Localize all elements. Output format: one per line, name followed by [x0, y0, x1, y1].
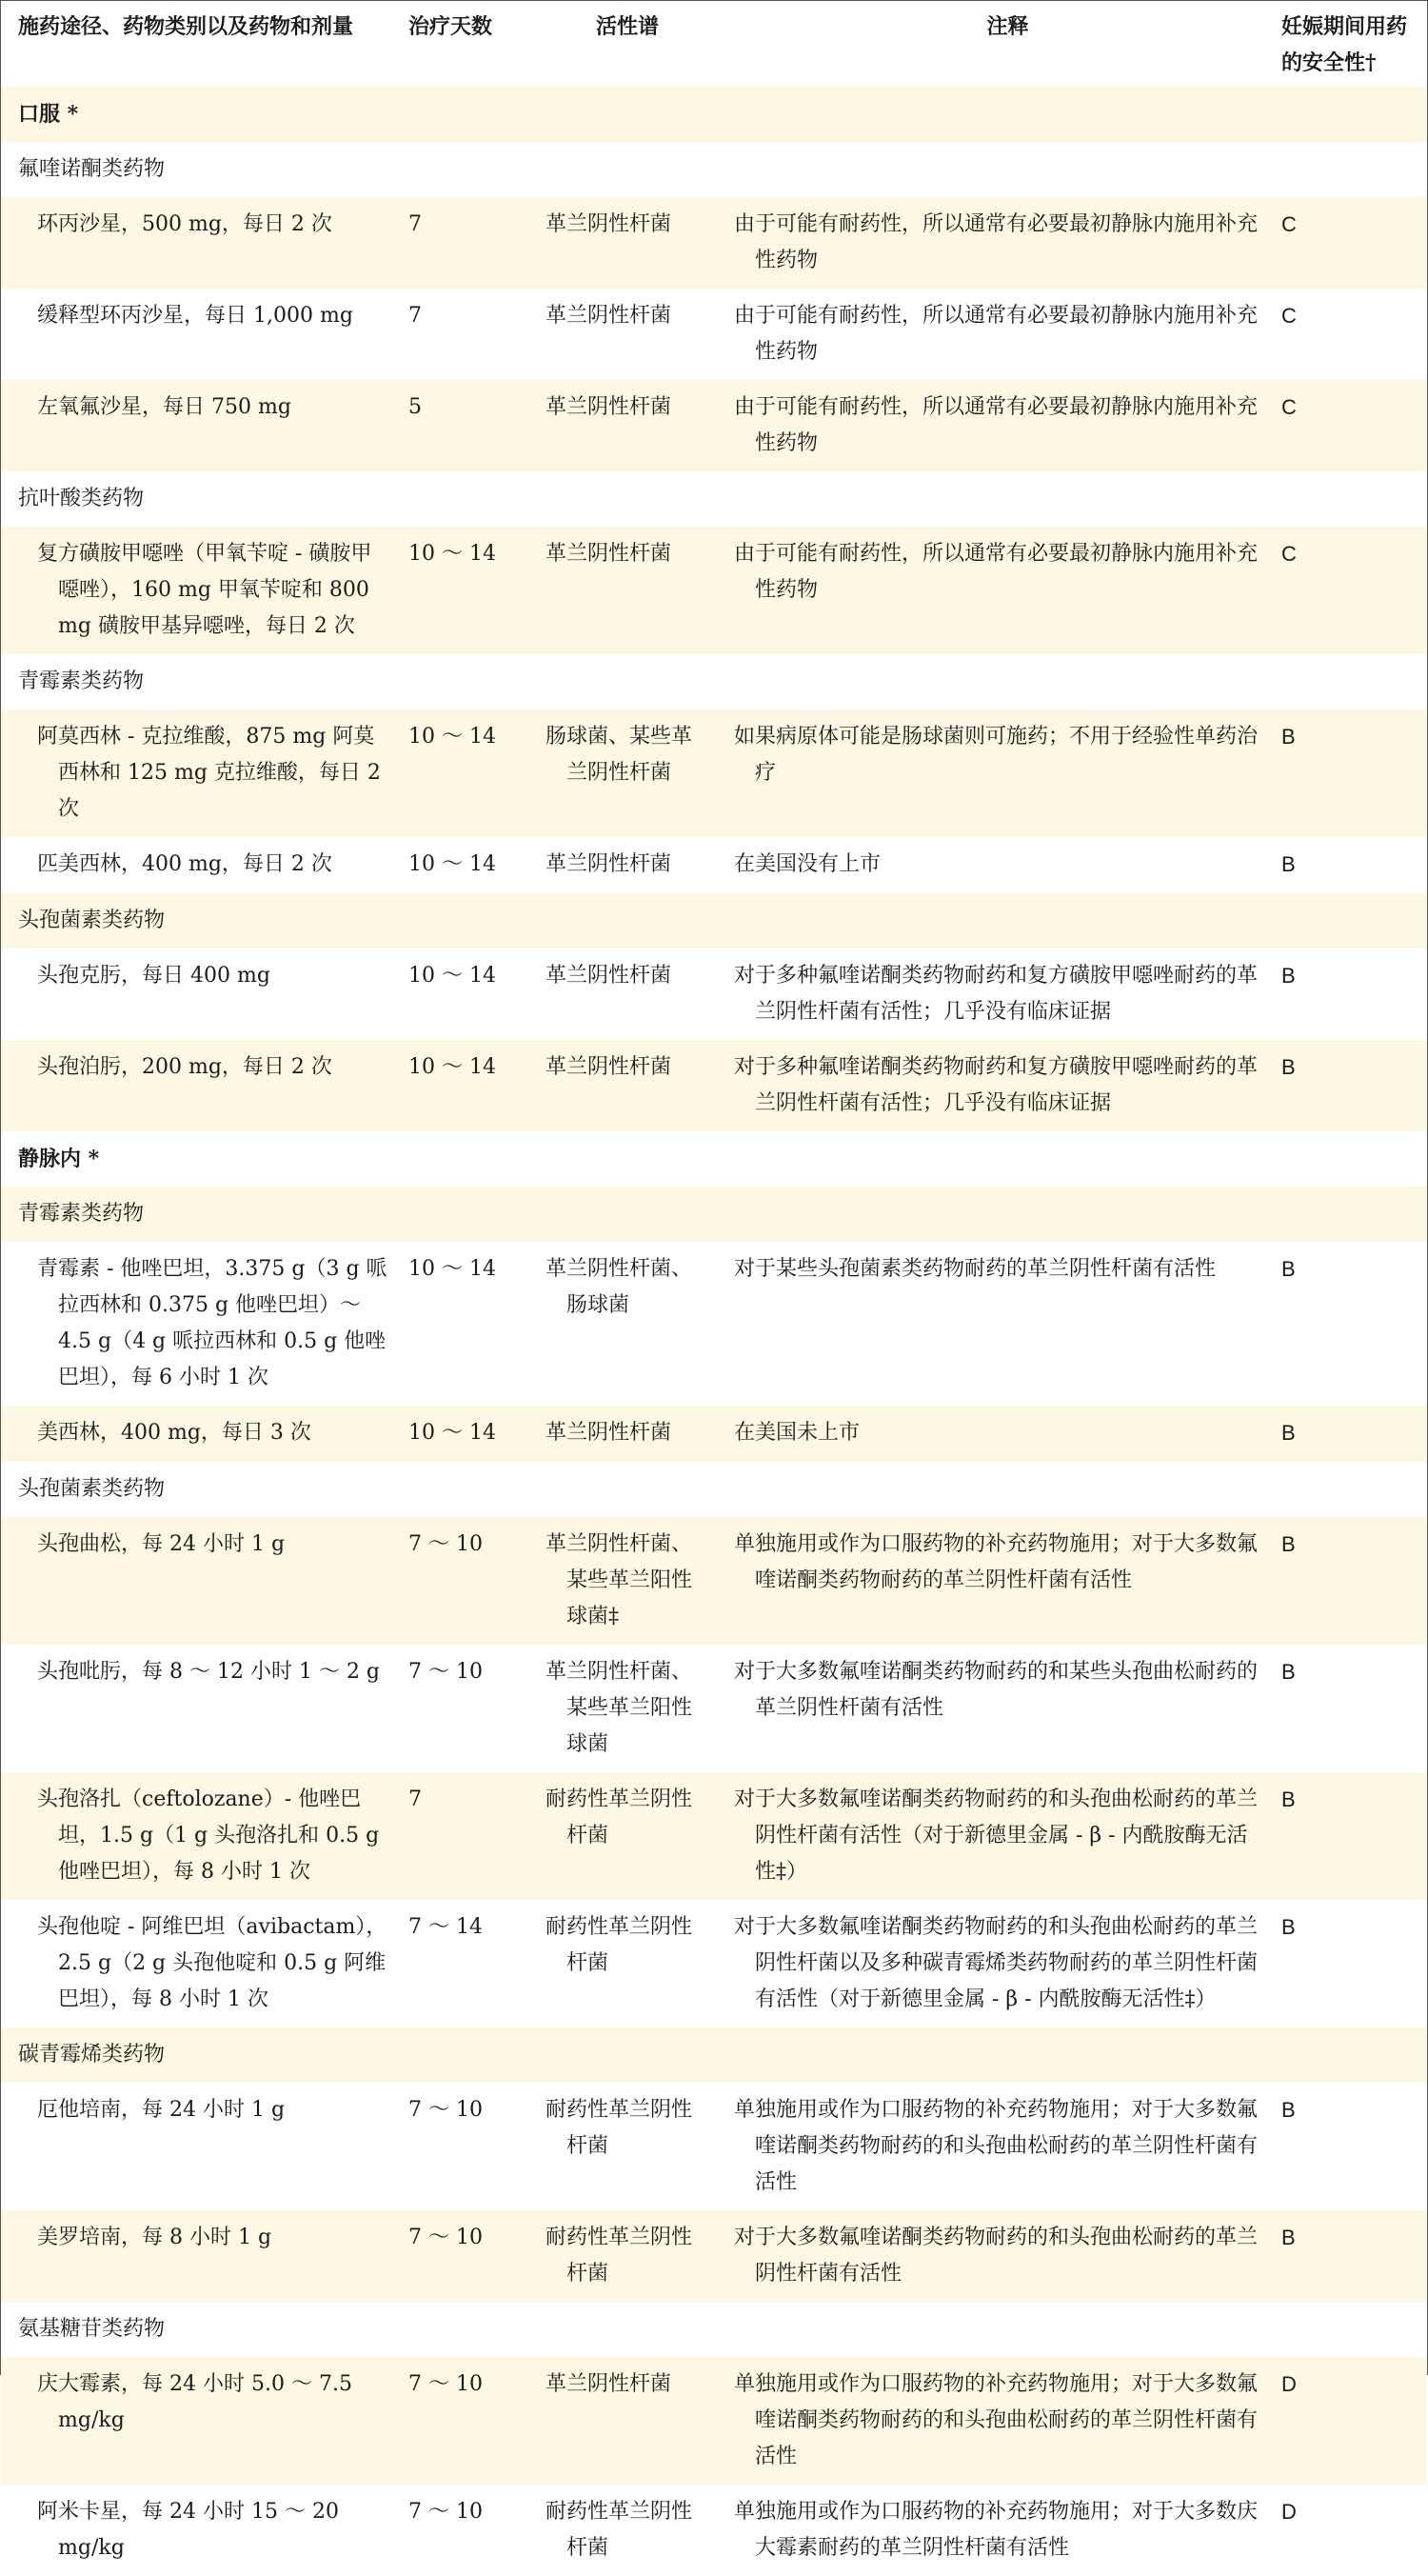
drug-days-text: 7 ～ 10 — [408, 2226, 483, 2249]
drug-days — [401, 380, 521, 471]
drug-days — [401, 289, 521, 380]
drug-notes-text: 由于可能有耐药性，所以通常有必要最初静脉内施用补充性药物 — [734, 542, 1259, 602]
header-days: 治疗天数 — [408, 14, 493, 39]
drug-days — [401, 1406, 521, 1462]
drug-safety — [1281, 1772, 1427, 1900]
drug-spectrum-text: 革兰阴性杆菌、肠球菌 — [545, 1257, 693, 1317]
drug-dose — [1, 709, 401, 837]
drug-safety-text: D — [1281, 2372, 1297, 2396]
drug-notes-text: 由于可能有耐药性，所以通常有必要最初静脉内施用补充性药物 — [734, 304, 1259, 364]
drug-dose-text: 厄他培南，每 24 小时 1 g — [37, 2098, 286, 2122]
drug-days — [401, 2083, 521, 2210]
category-row — [1, 471, 1427, 527]
drug-notes — [734, 949, 1281, 1040]
drug-dose — [1, 527, 401, 654]
drug-safety-text: B — [1281, 2226, 1296, 2249]
drug-spectrum-text: 革兰阴性杆菌、某些革兰阳性球菌 — [545, 1660, 693, 1756]
drug-dose — [1, 197, 401, 289]
drug-days-text: 10 ～ 14 — [408, 1421, 496, 1445]
drug-days — [401, 1645, 521, 1772]
drug-safety-text: B — [1281, 964, 1296, 988]
drug-notes-text: 对于多种氟喹诺酮类药物耐药和复方磺胺甲噁唑耐药的革兰阴性杆菌有活性；几乎没有临床证据 — [734, 964, 1259, 1024]
drug-dose-text: 匹美西林，400 mg，每日 2 次 — [37, 852, 332, 876]
drug-notes-text: 单独施用或作为口服药物的补充药物施用；对于大多数庆大霉素耐药的革兰阴性杆菌有活性 — [734, 2500, 1259, 2560]
section-title-text: 口服 * — [18, 102, 79, 127]
drug-safety-text: B — [1281, 852, 1296, 876]
drug-dose-text: 头孢泊肟，200 mg，每日 2 次 — [37, 1055, 332, 1079]
drug-notes — [734, 380, 1281, 471]
category-name-text: 头孢菌素类药物 — [18, 1477, 166, 1501]
drug-safety — [1281, 1406, 1427, 1462]
drug-spectrum — [521, 2210, 734, 2302]
drug-dose — [1, 1517, 401, 1645]
drug-notes-text: 如果病原体可能是肠球菌则可施药；不用于经验性单药治疗 — [734, 725, 1259, 785]
drug-safety-text: B — [1281, 1787, 1296, 1811]
drug-spectrum — [521, 949, 734, 1040]
drug-notes-text: 单独施用或作为口服药物的补充药物施用；对于大多数氟喹诺酮类药物耐药的和头孢曲松耐药的革兰阴性杆菌有活性 — [734, 2098, 1259, 2194]
drug-spectrum-text: 肠球菌、某些革兰阴性杆菌 — [545, 725, 693, 785]
drug-notes-text: 对于大多数氟喹诺酮类药物耐药的和头孢曲松耐药的革兰阴性杆菌以及多种碳青霉烯类药物耐药的革兰阴性杆菌有活性（对于新德里金属 - β - 内酰胺酶无活性‡） — [734, 1915, 1259, 2011]
drug-dose-text: 美罗培南，每 8 小时 1 g — [37, 2226, 272, 2249]
drug-days-text: 5 — [408, 395, 422, 419]
header-row — [1, 1, 1427, 87]
drug-safety — [1281, 2083, 1427, 2210]
drug-safety-text: B — [1281, 1055, 1296, 1079]
drug-days — [401, 2485, 521, 2576]
category-name — [1, 893, 1427, 949]
drug-safety-text: C — [1281, 212, 1297, 236]
drug-notes — [734, 289, 1281, 380]
drug-safety-text: C — [1281, 542, 1297, 566]
drug-safety — [1281, 2357, 1427, 2485]
drug-notes-text: 单独施用或作为口服药物的补充药物施用；对于大多数氟喹诺酮类药物耐药的革兰阴性杆菌有活性 — [734, 1532, 1259, 1592]
drug-spectrum-text: 革兰阴性杆菌 — [545, 542, 672, 566]
drug-safety — [1281, 1040, 1427, 1131]
category-name — [1, 2027, 1427, 2083]
drug-row — [1, 949, 1427, 1040]
header-notes: 注释 — [986, 14, 1029, 39]
section-row — [1, 87, 1427, 142]
drug-days-text: 7 — [408, 1787, 422, 1811]
drug-row — [1, 289, 1427, 380]
drug-spectrum-text: 革兰阴性杆菌、某些革兰阳性球菌‡ — [545, 1532, 693, 1628]
drug-notes — [734, 709, 1281, 837]
drug-safety — [1281, 380, 1427, 471]
drug-dose-text: 缓释型环丙沙星，每日 1,000 mg — [37, 304, 353, 328]
drug-spectrum — [521, 380, 734, 471]
drug-safety-text: B — [1281, 725, 1296, 749]
drug-row — [1, 1242, 1427, 1406]
drug-row — [1, 527, 1427, 654]
drug-notes-text: 对于大多数氟喹诺酮类药物耐药的和头孢曲松耐药的革兰阴性杆菌有活性（对于新德里金属 - β - 内酰胺酶无活性‡） — [734, 1787, 1259, 1884]
drug-safety — [1281, 837, 1427, 893]
drug-dose-text: 头孢曲松，每 24 小时 1 g — [37, 1532, 286, 1556]
header-spectrum: 活性谱 — [595, 14, 659, 39]
drug-dose — [1, 2210, 401, 2302]
drug-spectrum — [521, 1406, 734, 1462]
drug-row — [1, 837, 1427, 893]
drug-spectrum — [521, 709, 734, 837]
category-name-text: 碳青霉烯类药物 — [18, 2043, 166, 2067]
drug-row — [1, 1406, 1427, 1462]
drug-notes — [734, 197, 1281, 289]
drug-spectrum — [521, 1517, 734, 1645]
header-route: 施药途径、药物类别以及药物和剂量 — [18, 14, 354, 39]
category-name — [1, 142, 1427, 197]
drug-safety-text: B — [1281, 1257, 1296, 1281]
drug-notes — [734, 1517, 1281, 1645]
drug-safety — [1281, 1900, 1427, 2027]
drug-spectrum-text: 革兰阴性杆菌 — [545, 1421, 672, 1445]
drug-safety — [1281, 949, 1427, 1040]
drug-spectrum — [521, 1040, 734, 1131]
drug-dose-text: 环丙沙星，500 mg，每日 2 次 — [37, 212, 332, 236]
drug-notes — [734, 1645, 1281, 1772]
drug-spectrum-text: 革兰阴性杆菌 — [545, 2372, 672, 2396]
drug-days — [401, 527, 521, 654]
drug-spectrum-text: 耐药性革兰阴性杆菌 — [545, 2500, 693, 2560]
category-row — [1, 1187, 1427, 1242]
drug-days-text: 10 ～ 14 — [408, 852, 496, 876]
category-name-text: 氨基糖苷类药物 — [18, 2317, 166, 2341]
drug-safety — [1281, 709, 1427, 837]
drug-days-text: 7 ～ 10 — [408, 1660, 483, 1684]
category-name — [1, 1187, 1427, 1242]
drug-days-text: 10 ～ 14 — [408, 542, 496, 566]
drug-days — [401, 1040, 521, 1131]
category-row — [1, 893, 1427, 949]
drug-safety-text: C — [1281, 395, 1297, 419]
drug-spectrum — [521, 527, 734, 654]
category-name — [1, 654, 1427, 709]
drug-days — [401, 2210, 521, 2302]
drug-safety — [1281, 1242, 1427, 1406]
drug-days-text: 10 ～ 14 — [408, 1257, 496, 1281]
drug-dose-text: 头孢克肟，每日 400 mg — [37, 964, 270, 988]
drug-spectrum-text: 耐药性革兰阴性杆菌 — [545, 1787, 693, 1847]
category-name — [1, 1462, 1427, 1517]
drug-safety — [1281, 2210, 1427, 2302]
drug-row — [1, 380, 1427, 471]
drug-safety — [1281, 2485, 1427, 2576]
drug-dose — [1, 1242, 401, 1406]
drug-notes-text: 对于大多数氟喹诺酮类药物耐药的和头孢曲松耐药的革兰阴性杆菌有活性 — [734, 2226, 1259, 2286]
drug-safety-text: C — [1281, 304, 1297, 328]
drug-dose-text: 头孢洛扎（ceftolozane）- 他唑巴坦，1.5 g（1 g 头孢洛扎和 0.5 g 他唑巴坦），每 8 小时 1 次 — [37, 1787, 380, 1884]
drug-spectrum — [521, 197, 734, 289]
table-body — [1, 87, 1427, 2576]
drug-days — [401, 709, 521, 837]
drug-notes — [734, 527, 1281, 654]
category-row — [1, 654, 1427, 709]
drug-notes — [734, 2210, 1281, 2302]
drug-row — [1, 2485, 1427, 2576]
drug-spectrum — [521, 837, 734, 893]
drug-spectrum-text: 革兰阴性杆菌 — [545, 395, 672, 419]
drug-notes — [734, 837, 1281, 893]
category-name — [1, 471, 1427, 527]
drug-days-text: 10 ～ 14 — [408, 725, 496, 749]
drug-row — [1, 709, 1427, 837]
category-name-text: 青霉素类药物 — [18, 669, 145, 693]
drug-row — [1, 2083, 1427, 2210]
drug-spectrum-text: 革兰阴性杆菌 — [545, 1055, 672, 1079]
drug-days — [401, 1900, 521, 2027]
category-name-text: 抗叶酸类药物 — [18, 487, 145, 510]
drug-days-text: 7 ～ 10 — [408, 1532, 483, 1556]
drug-spectrum — [521, 1772, 734, 1900]
drug-dose — [1, 1772, 401, 1900]
drug-row — [1, 1645, 1427, 1772]
drug-spectrum — [521, 2083, 734, 2210]
drug-spectrum — [521, 1242, 734, 1406]
drug-spectrum-text: 革兰阴性杆菌 — [545, 304, 672, 328]
drug-notes — [734, 1406, 1281, 1462]
drug-safety-text: B — [1281, 2098, 1296, 2122]
drug-spectrum-text: 耐药性革兰阴性杆菌 — [545, 1915, 693, 1975]
drug-row — [1, 2357, 1427, 2485]
drug-notes-text: 由于可能有耐药性，所以通常有必要最初静脉内施用补充性药物 — [734, 212, 1259, 272]
drug-safety — [1281, 527, 1427, 654]
drug-safety — [1281, 1645, 1427, 1772]
drug-notes-text: 对于大多数氟喹诺酮类药物耐药的和某些头孢曲松耐药的革兰阴性杆菌有活性 — [734, 1660, 1259, 1720]
drug-days — [401, 1242, 521, 1406]
drug-days-text: 7 ～ 10 — [408, 2372, 483, 2396]
drug-spectrum-text: 革兰阴性杆菌 — [545, 964, 672, 988]
drug-days-text: 7 ～ 14 — [408, 1915, 483, 1939]
drug-spectrum-text: 革兰阴性杆菌 — [545, 852, 672, 876]
drug-safety — [1281, 197, 1427, 289]
drug-days-text: 10 ～ 14 — [408, 964, 496, 988]
drug-days — [401, 837, 521, 893]
drug-dose-text: 头孢他啶 - 阿维巴坦（avibactam），2.5 g（2 g 头孢他啶和 0.5 g 阿维巴坦），每 8 小时 1 次 — [37, 1915, 387, 2011]
section-row — [1, 1131, 1427, 1187]
drug-days-text: 7 — [408, 304, 422, 328]
drug-dose — [1, 2357, 401, 2485]
category-name — [1, 2302, 1427, 2357]
drug-dose-text: 庆大霉素，每 24 小时 5.0 ～ 7.5 mg/kg — [37, 2372, 352, 2432]
drug-dose — [1, 949, 401, 1040]
drug-safety — [1281, 1517, 1427, 1645]
drug-spectrum — [521, 1900, 734, 2027]
drug-notes — [734, 1900, 1281, 2027]
drug-notes — [734, 2083, 1281, 2210]
drug-days — [401, 1772, 521, 1900]
drug-notes-text: 对于某些头孢菌素类药物耐药的革兰阴性杆菌有活性 — [734, 1257, 1217, 1281]
drug-spectrum-text: 耐药性革兰阴性杆菌 — [545, 2226, 693, 2286]
antibiotic-table — [1, 1, 1427, 2576]
drug-dose — [1, 1040, 401, 1131]
section-title — [1, 1131, 1427, 1187]
drug-spectrum — [521, 1645, 734, 1772]
drug-row — [1, 1900, 1427, 2027]
drug-days-text: 7 — [408, 212, 422, 236]
drug-days — [401, 197, 521, 289]
drug-dose-text: 复方磺胺甲噁唑（甲氧苄啶 - 磺胺甲噁唑），160 mg 甲氧苄啶和 800 mg 磺胺甲基异噁唑，每日 2 次 — [37, 542, 372, 638]
header-safety: 妊娠期间用药的安全性† — [1281, 14, 1408, 75]
drug-row — [1, 2210, 1427, 2302]
drug-dose-text: 阿莫西林 - 克拉维酸，875 mg 阿莫西林和 125 mg 克拉维酸，每日 2 次 — [37, 725, 381, 821]
section-title-text: 静脉内 * — [18, 1147, 100, 1171]
drug-days-text: 10 ～ 14 — [408, 1055, 496, 1079]
drug-dose — [1, 1406, 401, 1462]
drug-row — [1, 197, 1427, 289]
drug-notes-text: 单独施用或作为口服药物的补充药物施用；对于大多数氟喹诺酮类药物耐药的和头孢曲松耐药的革兰阴性杆菌有活性 — [734, 2372, 1259, 2468]
drug-notes — [734, 1242, 1281, 1406]
drug-dose-text: 阿米卡星，每 24 小时 15 ～ 20 mg/kg — [37, 2500, 339, 2560]
drug-dose — [1, 837, 401, 893]
category-name-text: 氟喹诺酮类药物 — [18, 157, 166, 181]
category-name-text: 头孢菌素类药物 — [18, 909, 166, 932]
drug-spectrum — [521, 289, 734, 380]
drug-safety-text: B — [1281, 1660, 1296, 1684]
drug-row — [1, 1517, 1427, 1645]
drug-notes — [734, 2485, 1281, 2576]
section-title — [1, 87, 1427, 142]
drug-notes-text: 由于可能有耐药性，所以通常有必要最初静脉内施用补充性药物 — [734, 395, 1259, 455]
category-row — [1, 1462, 1427, 1517]
drug-safety-text: B — [1281, 1421, 1296, 1445]
drug-safety-text: B — [1281, 1915, 1296, 1939]
category-row — [1, 2302, 1427, 2357]
drug-row — [1, 1772, 1427, 1900]
category-name-text: 青霉素类药物 — [18, 1202, 145, 1226]
drug-dose — [1, 1645, 401, 1772]
category-row — [1, 142, 1427, 197]
drug-dose — [1, 1900, 401, 2027]
drug-spectrum-text: 耐药性革兰阴性杆菌 — [545, 2098, 693, 2158]
drug-notes — [734, 2357, 1281, 2485]
drug-notes-text: 对于多种氟喹诺酮类药物耐药和复方磺胺甲噁唑耐药的革兰阴性杆菌有活性；几乎没有临床证据 — [734, 1055, 1259, 1115]
drug-spectrum — [521, 2357, 734, 2485]
drug-notes — [734, 1040, 1281, 1131]
category-row — [1, 2027, 1427, 2083]
drug-spectrum — [521, 2485, 734, 2576]
drug-safety-text: B — [1281, 1532, 1296, 1556]
drug-safety-text: D — [1281, 2500, 1297, 2524]
drug-days-text: 7 ～ 10 — [408, 2500, 483, 2524]
drug-days-text: 7 ～ 10 — [408, 2098, 483, 2122]
drug-notes — [734, 1772, 1281, 1900]
drug-notes-text: 在美国没有上市 — [734, 852, 882, 876]
drug-dose-text: 左氧氟沙星，每日 750 mg — [37, 395, 291, 419]
drug-days — [401, 1517, 521, 1645]
drug-dose — [1, 2485, 401, 2576]
drug-row — [1, 1040, 1427, 1131]
drug-dose-text: 青霉素 - 他唑巴坦，3.375 g（3 g 哌拉西林和 0.375 g 他唑巴坦）～ 4.5 g（4 g 哌拉西林和 0.5 g 他唑巴坦），每 6 小时 1 次 — [37, 1257, 387, 1389]
drug-dose-text: 美西林，400 mg，每日 3 次 — [37, 1421, 311, 1445]
drug-dose — [1, 289, 401, 380]
drug-spectrum-text: 革兰阴性杆菌 — [545, 212, 672, 236]
drug-dose-text: 头孢吡肟，每 8 ～ 12 小时 1 ～ 2 g — [37, 1660, 381, 1684]
drug-days — [401, 949, 521, 1040]
drug-dose — [1, 2083, 401, 2210]
drug-days — [401, 2357, 521, 2485]
drug-dose — [1, 380, 401, 471]
drug-safety — [1281, 289, 1427, 380]
drug-notes-text: 在美国未上市 — [734, 1421, 861, 1445]
